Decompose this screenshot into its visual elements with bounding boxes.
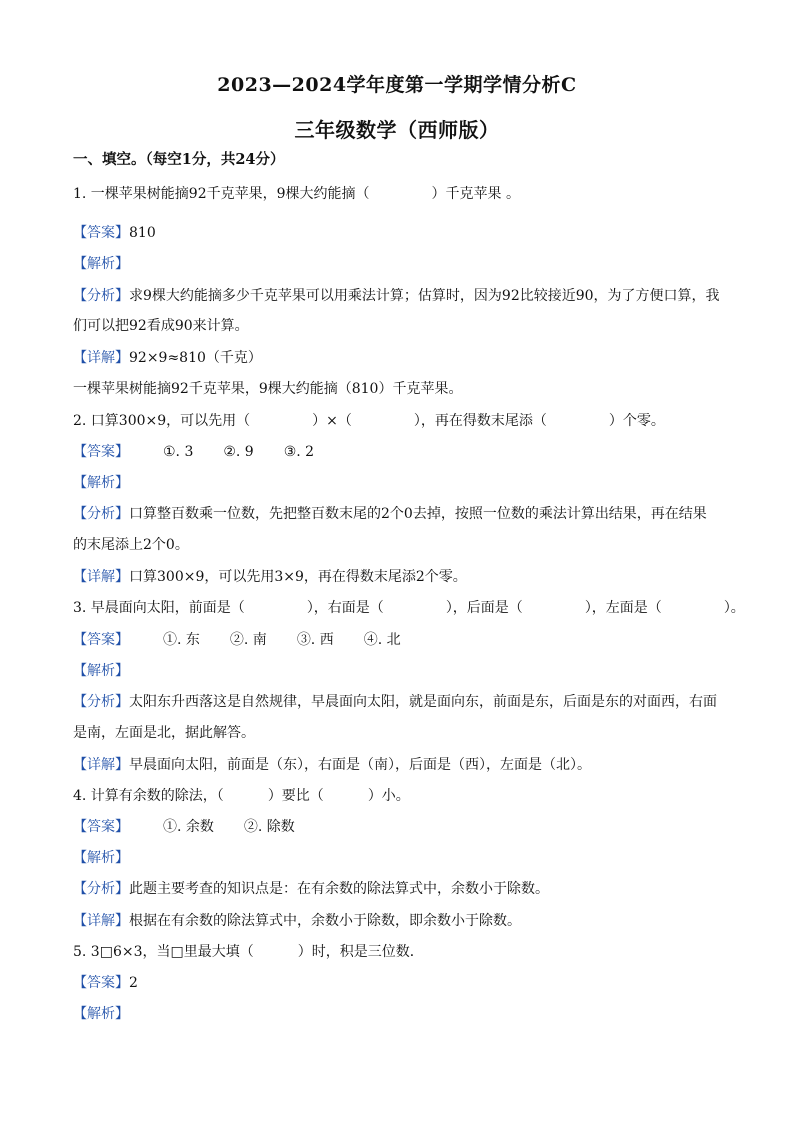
- document-title: 2023—2024学年度第一学期学情分析C: [217, 74, 577, 96]
- question-3-analysis-label: [73, 661, 734, 681]
- fenxi-label: 【分析】: [73, 506, 129, 522]
- question-4-text-a: 4. 计算有余数的除法，（: [73, 788, 224, 804]
- answer-options: [163, 630, 431, 650]
- answer-label: 【答案】: [73, 819, 129, 835]
- fenxi-label: 【分析】: [73, 881, 129, 897]
- xiangjie-text: 根据在有余数的除法算式中，余数小于除数，即余数小于除数。: [129, 913, 521, 929]
- answer-options: [163, 442, 344, 462]
- answer-label: 【答案】: [73, 632, 129, 648]
- analysis-label: 【解析】: [73, 1006, 129, 1022]
- question-1-text-a: 1. 一棵苹果树能摘92千克苹果，9棵大约能摘（: [73, 186, 370, 202]
- question-2-analysis-label: [73, 473, 734, 493]
- xiangjie-text: 口算300×9，可以先用3×9，再在得数末尾添2个零。: [129, 569, 467, 585]
- question-3-xiangjie: [73, 755, 734, 775]
- answer-option: ④. 北: [363, 632, 401, 648]
- question-1-stem: [73, 184, 734, 204]
- answer-option: ①. 余数: [163, 819, 214, 835]
- question-4-text-c: ）小。: [367, 788, 410, 804]
- question-2-fenxi-line1: [73, 504, 734, 524]
- question-4-fenxi: [73, 879, 734, 899]
- analysis-label: 【解析】: [73, 850, 129, 866]
- question-3-text-a: 3. 早晨面向太阳，前面是（: [73, 600, 245, 616]
- question-4-analysis-label: [73, 848, 734, 868]
- fenxi-label: 【分析】: [73, 288, 129, 304]
- question-3-fenxi-line1: [73, 692, 734, 712]
- question-1-conclusion: 一棵苹果树能摘92千克苹果，9棵大约能摘（810）千克苹果。: [73, 381, 463, 397]
- question-2-text-b: ）×（: [312, 413, 352, 429]
- question-5-answer: [73, 973, 734, 993]
- question-4-answer: [73, 817, 734, 837]
- xiangjie-label: 【详解】: [73, 757, 129, 773]
- answer-label: 【答案】: [73, 444, 129, 460]
- question-3-answer: [73, 630, 734, 650]
- answer-value: 2: [129, 975, 138, 991]
- question-2-xiangjie: [73, 567, 734, 587]
- xiangjie-label: 【详解】: [73, 913, 129, 929]
- answer-option: ②. 9: [223, 444, 254, 460]
- fenxi-text: 求9棵大约能摘多少千克苹果可以用乘法计算；估算时，因为92比较接近90，为了方便口算，我: [129, 288, 720, 304]
- answer-option: ②. 南: [229, 632, 267, 648]
- question-3-stem: [73, 598, 745, 618]
- analysis-label: 【解析】: [73, 256, 129, 272]
- question-4-text-b: ）要比（: [267, 788, 324, 804]
- question-1-analysis-label: [73, 254, 734, 274]
- fenxi-text: 太阳东升西落这是自然规律，早晨面向太阳，就是面向东，前面是东，后面是东的对面西，右面: [129, 694, 717, 710]
- question-3-text-b: ），右面是（: [306, 600, 384, 616]
- fenxi-label: 【分析】: [73, 694, 129, 710]
- xiangjie-label: 【详解】: [73, 569, 129, 585]
- question-1-fenxi-line1: [73, 286, 734, 306]
- question-5-text-b: ）时，积是三位数．: [297, 944, 424, 960]
- document-subtitle: 三年级数学（西师版）: [294, 118, 500, 142]
- question-2-text-c: ），再在得数末尾添（: [413, 413, 547, 429]
- question-2-text-d: ）个零。: [608, 413, 665, 429]
- question-3-text-e: ）。: [723, 600, 745, 616]
- fenxi-text: 口算整百数乘一位数，先把整百数末尾的2个0去掉，按照一位数的乘法计算出结果，再在结果: [129, 506, 707, 522]
- question-3-text-d: ），左面是（: [584, 600, 662, 616]
- question-3-fenxi-line2: 是南，左面是北，据此解答。: [73, 725, 255, 741]
- answer-label: 【答案】: [73, 975, 129, 991]
- question-2-fenxi-line2: 的末尾添上2个0。: [73, 537, 189, 553]
- xiangjie-text: 早晨面向太阳，前面是（东），右面是（南），后面是（西），左面是（北）。: [129, 757, 591, 773]
- analysis-label: 【解析】: [73, 663, 129, 679]
- section-heading: 一、填空。（每空1分，共24分）: [73, 151, 285, 168]
- question-1-text-b: ）千克苹果 。: [431, 186, 520, 202]
- question-3-text-c: ），后面是（: [445, 600, 523, 616]
- answer-value: 810: [129, 225, 156, 241]
- answer-option: ①. 东: [163, 632, 200, 648]
- question-1-fenxi-line2: 们可以把92看成90来计算。: [73, 318, 249, 334]
- question-4-stem: [73, 786, 734, 806]
- question-2-text-a: 2. 口算300×9，可以先用（: [73, 413, 251, 429]
- xiangjie-label: 【详解】: [73, 350, 129, 366]
- answer-options: [163, 817, 325, 837]
- question-2-stem: [73, 411, 734, 431]
- question-1-xiangjie: [73, 348, 734, 368]
- question-5-analysis-label: [73, 1004, 734, 1024]
- question-5-stem: [73, 942, 734, 962]
- answer-option: ①. 3: [163, 444, 194, 460]
- question-2-answer: [73, 442, 734, 462]
- fenxi-text: 此题主要考查的知识点是：在有余数的除法算式中，余数小于除数。: [129, 881, 549, 897]
- answer-option: ②. 除数: [243, 819, 295, 835]
- question-4-xiangjie: [73, 911, 734, 931]
- answer-label: 【答案】: [73, 225, 129, 241]
- answer-option: ③. 2: [283, 444, 315, 460]
- answer-option: ③. 西: [296, 632, 334, 648]
- question-5-text-a: 5. 3□6×3，当□里最大填（: [73, 944, 254, 960]
- analysis-label: 【解析】: [73, 475, 129, 491]
- xiangjie-text: 92×9≈810（千克）: [129, 350, 262, 366]
- question-1-answer: [73, 223, 734, 243]
